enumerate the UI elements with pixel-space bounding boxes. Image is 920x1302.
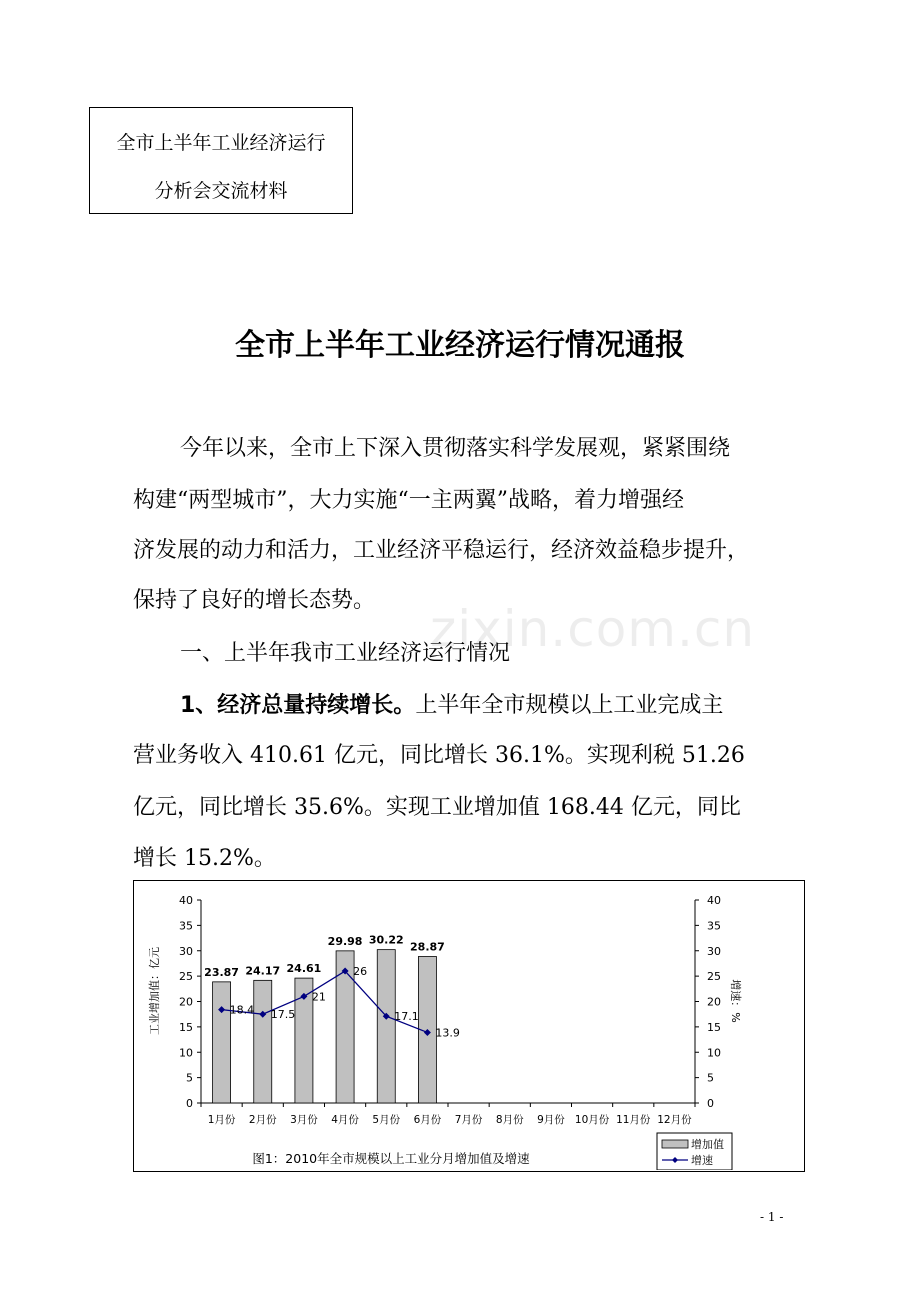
chart-frame xyxy=(133,880,805,1172)
growth-value-label: 18.4 xyxy=(229,1003,255,1017)
y-tick-label: 25 xyxy=(179,970,193,984)
bar-value-label: 24.17 xyxy=(245,964,281,978)
item1-lead: 1、经济总量持续增长。 xyxy=(180,693,416,718)
x-tick-label: 5月份 xyxy=(372,1114,401,1126)
item1-line1-rest: 上半年全市规模以上工业完成主 xyxy=(415,693,724,718)
y-tick-label: 20 xyxy=(179,995,193,1009)
x-tick-label: 3月份 xyxy=(290,1114,318,1126)
bar xyxy=(377,950,395,1103)
item1-line-1 xyxy=(180,688,723,719)
intro-line-3: 济发展的动力和活力，工业经济平稳运行，经济效益稳步提升， xyxy=(133,538,750,563)
y-axis-label: 工业增加值：亿元 xyxy=(148,947,161,1035)
document-title: 全市上半年工业经济运行情况通报 xyxy=(235,328,685,363)
bar xyxy=(213,982,231,1103)
y-tick-label: 35 xyxy=(179,919,193,933)
legend-bar-label: 增加值 xyxy=(691,1138,724,1151)
x-tick-label: 6月份 xyxy=(413,1114,442,1126)
y-tick-label: 15 xyxy=(179,1020,193,1034)
x-tick-label: 11月份 xyxy=(616,1114,651,1126)
intro-line-1: 今年以来，全市上下深入贯彻落实科学发展观，紧紧围绕 xyxy=(180,436,731,461)
x-tick-label: 1月份 xyxy=(207,1114,236,1126)
header-box xyxy=(89,107,353,214)
bar xyxy=(254,980,272,1103)
x-tick-label: 8月份 xyxy=(495,1114,524,1126)
y2-tick-label: 0 xyxy=(707,1097,714,1110)
legend-bar-swatch xyxy=(662,1140,688,1148)
bar-value-label: 23.87 xyxy=(204,965,239,979)
growth-value-label: 17.5 xyxy=(270,1008,296,1022)
y-tick-label: 10 xyxy=(179,1046,193,1060)
header-box-line2: 分析会交流材料 xyxy=(154,180,288,202)
item1-line-4: 增长 15.2%。 xyxy=(133,846,276,871)
bar-value-label: 29.98 xyxy=(327,934,363,948)
intro-line-2: 构建“两型城市”，大力实施“一主两翼”战略，着力增强经 xyxy=(133,488,684,513)
y-tick-label: 40 xyxy=(179,894,193,907)
item1-line-2: 营业务收入 410.61 亿元，同比增长 36.1%。实现利税 51.26 xyxy=(133,743,745,768)
header-box-line1: 全市上半年工业经济运行 xyxy=(116,132,326,154)
y2-tick-label: 15 xyxy=(707,1020,721,1034)
bar-value-label: 30.22 xyxy=(368,933,404,947)
growth-value-label: 21 xyxy=(311,990,326,1004)
legend-line-label: 增速 xyxy=(691,1154,713,1167)
section-heading: 一、上半年我市工业经济运行情况 xyxy=(180,641,511,666)
x-tick-label: 12月份 xyxy=(657,1114,692,1126)
y2-tick-label: 40 xyxy=(707,894,721,907)
bar-value-label: 24.61 xyxy=(286,962,322,976)
intro-line-4: 保持了良好的增长态势。 xyxy=(133,588,376,613)
chart-legend xyxy=(657,1133,732,1170)
y2-tick-label: 20 xyxy=(707,995,721,1009)
chart-svg xyxy=(134,881,803,1170)
x-tick-label: 7月份 xyxy=(454,1114,483,1126)
x-tick-label: 4月份 xyxy=(331,1114,359,1126)
y2-axis-label: 增速：% xyxy=(729,979,742,1023)
growth-value-label: 13.9 xyxy=(435,1026,460,1040)
y2-tick-label: 30 xyxy=(707,944,721,958)
y-tick-label: 0 xyxy=(186,1097,193,1110)
chart-title: 图1：2010年全市规模以上工业分月增加值及增速 xyxy=(252,1151,530,1166)
y2-tick-label: 35 xyxy=(707,919,721,933)
x-tick-label: 2月份 xyxy=(248,1114,277,1126)
page-number: - 1 - xyxy=(760,1210,784,1224)
item1-line-3: 亿元，同比增长 35.6%。实现工业增加值 168.44 亿元，同比 xyxy=(133,795,741,820)
bar-value-label: 28.87 xyxy=(410,940,445,954)
x-tick-label: 9月份 xyxy=(537,1114,565,1126)
y2-tick-label: 25 xyxy=(707,970,721,984)
y2-tick-label: 10 xyxy=(707,1046,721,1060)
y-tick-label: 30 xyxy=(179,944,193,958)
growth-value-label: 17.1 xyxy=(394,1010,419,1024)
watermark: zixin.com.cn xyxy=(430,600,756,658)
y-tick-label: 5 xyxy=(186,1071,193,1085)
y2-tick-label: 5 xyxy=(707,1071,714,1085)
x-tick-label: 10月份 xyxy=(574,1114,610,1126)
growth-value-label: 26 xyxy=(353,965,368,979)
